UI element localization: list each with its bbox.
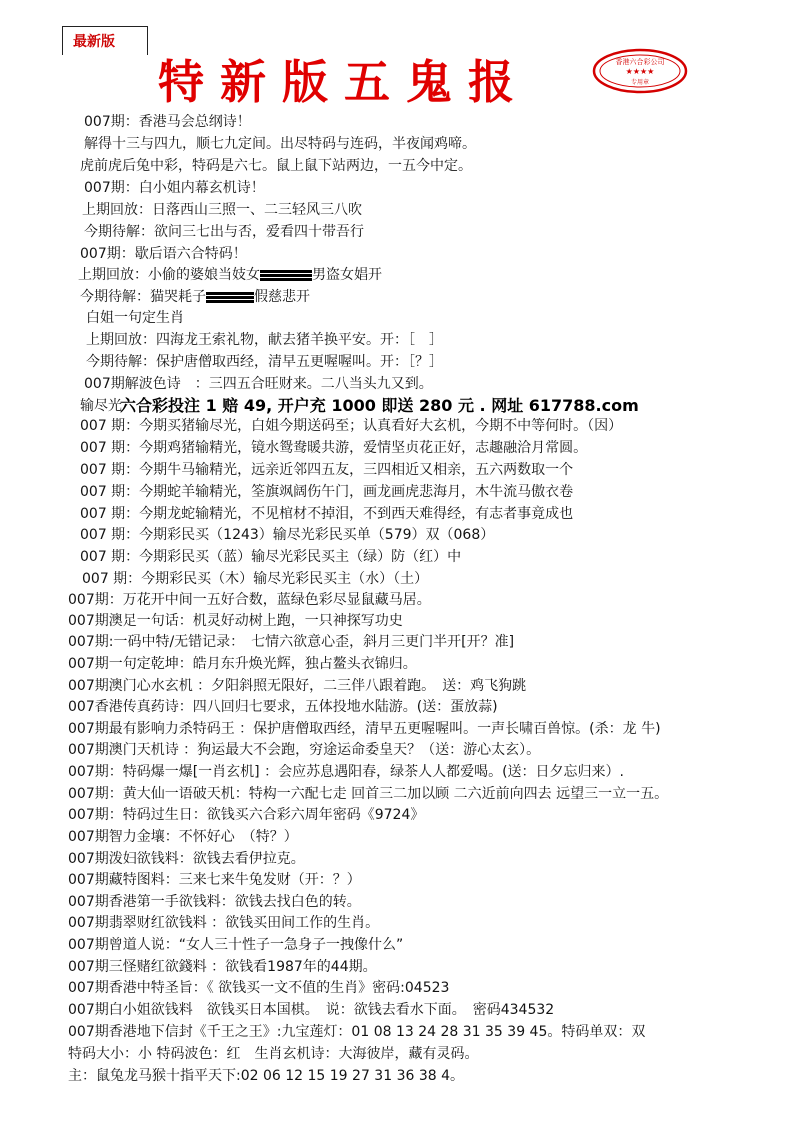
text-line: 007期澳门天机诗 ：狗运最大不会跑，穷途运命委皇天？（送：游心太玄）。 — [68, 742, 541, 758]
triple-bar-icon — [260, 269, 312, 282]
page-title: 特新版五鬼报 — [158, 55, 530, 109]
triple-bar-icon — [206, 291, 254, 304]
text-line: 007期三怪赌红欲錢料 ：欲钱看1987年的44期。 — [68, 959, 377, 975]
text-line: 007期翡翠财红欲钱料 ：欲钱买田间工作的生肖。 — [68, 915, 380, 931]
text-line: 007期香港中特圣旨：《 欲钱买一文不值的生肖》密码:04523 — [68, 980, 450, 996]
text-line: 007期藏特图料：三来七来牛兔发财（开：？） — [68, 872, 361, 888]
text-line: 007期:一码中特/无错记录： 七情六欲意心歪，斜月三更门半开[开？准] — [68, 634, 515, 650]
text-line: 007期：特码过生日：欲钱买六合彩六周年密码《9724》 — [68, 807, 425, 823]
text-line: 今期待解：欲问三七出与否，爱看四十带吾行 — [84, 224, 364, 240]
text-fragment: 上期回放：小偷的婆娘当妓女 — [78, 267, 260, 283]
text-line: 007 期：今期鸡猪输精光，镜水鸳鸯暖共游，爱情坚贞花正好，志趣融洽月常圆。 — [80, 440, 588, 456]
text-line: 007 期：今期彩民买（蓝）输尽光彩民买主（绿）防（红）中 — [80, 549, 462, 565]
text-line: 007期：黄大仙一语破天机：特构一六配七走 回首三二加以顾 二六近前向四去 远望三一立一五。 — [68, 786, 669, 802]
text-line: 007期：白小姐内幕玄机诗！ — [84, 180, 265, 196]
text-line: 特码大小：小 特码波色：红 生肖玄机诗：大海彼岸，藏有灵码。 — [68, 1046, 479, 1062]
text-fragment: 假慈悲开 — [254, 289, 310, 305]
text-line: 007期最有影响力杀特码王 ：保护唐僧取西经，清早五更喔喔叫。一声长啸百兽惊。(杀：龙 牛) — [68, 721, 661, 737]
text-line: 上期回放：四海龙王索礼物，献去猪羊换平安。开：［ ］ — [86, 332, 443, 348]
text-line: 白姐一句定生肖 — [86, 310, 184, 326]
text-line: 007 期：今期彩民买（1243）输尽光彩民买单（579）双（068） — [80, 527, 495, 543]
text-line: 007 期：今期买猪输尽光，白姐今期送码至；认真看好大玄机，今期不中等何时。（因） — [80, 418, 623, 434]
text-line: 007期泼妇欲钱料：欲钱去看伊拉克。 — [68, 851, 305, 867]
text-line: 虎前虎后兔中彩，特码是六七。鼠上鼠下站两边，一五今中定。 — [80, 158, 472, 174]
text-line: 007期：万花开中间一五好合数，蓝绿色彩尽显鼠藏马居。 — [68, 592, 431, 608]
text-fragment: 今期待解：猫哭耗子 — [80, 289, 206, 305]
svg-text:香港六合彩公司: 香港六合彩公司 — [615, 58, 665, 66]
text-line: 007期澳门心水玄机 ：夕阳斜照无限好，二三伴八跟着跑。 送：鸡飞狗跳 — [68, 678, 527, 694]
text-line: 007期香港第一手欲钱料：欲钱去找白色的转。 — [68, 894, 361, 910]
text-line: 007期曾道人说：“女人三十性子一急身子一拽像什么” — [68, 937, 404, 953]
svg-text:专用章: 专用章 — [630, 79, 650, 86]
text-line: 007 期：今期牛马输精光，远亲近邻四五友，三四相近又相亲，五六两数取一个 — [80, 462, 574, 478]
text-line: 007期：香港马会总纲诗！ — [84, 114, 251, 130]
text-line — [78, 266, 382, 284]
text-line: 007期：特码爆一爆[一肖玄机] ：会应苏息遇阳春，绿茶人人都爱喝。(送：日夕忘归来）. — [68, 764, 625, 780]
text-line — [80, 288, 310, 306]
text-line: 007香港传真药诗：四八回归七要求，五体投地水陆游。(送：蛋放蒜) — [68, 699, 498, 715]
text-line: 007期澳足一句话：机灵好动树上跑，一只神探写功史 — [68, 613, 403, 629]
text-fragment: 男盗女娼开 — [312, 267, 382, 283]
edition-badge-label: 最新版 — [73, 34, 115, 50]
highlight-banner: 六合彩投注 1 赔 49, 开户充 1000 即送 280 元 . 网址 617788.com — [120, 396, 639, 415]
text-line: 007期白小姐欲钱料 欲钱买日本国棋。 说：欲钱去看水下面。 密码434532 — [68, 1002, 555, 1018]
text-line: 今期待解：保护唐僧取西经，清早五更喔喔叫。开：［？］ — [86, 354, 443, 370]
text-line: 007 期：今期蛇羊输精光，筌旗飒阔伤午门，画龙画虎悲海月，木牛流马傲衣卷 — [80, 484, 574, 500]
text-line: 解得十三与四九，顺七九定间。出尽特码与连码，半夜闻鸡啼。 — [84, 136, 476, 152]
text-line: 007期智力金壤：不怀好心 （特？） — [68, 829, 298, 845]
text-line: 007期香港地下信封《千王之王》:九宝莲灯：01 08 13 24 28 31 35 39 45。特码单双：双 — [68, 1024, 646, 1040]
text-line: 007期一句定乾坤：皓月东升焕光辉，独占鳌头衣锦归。 — [68, 656, 417, 672]
text-line: 007 期：今期龙蛇输精光，不见棺材不掉泪，不到西天难得经，有志者事竟成也 — [80, 506, 574, 522]
text-line: 007期解波色诗 ：三四五合旺财来。二八当头九又到。 — [84, 376, 433, 392]
svg-text:★★★★: ★★★★ — [625, 67, 655, 76]
text-line: 007期：歇后语六合特码！ — [80, 246, 247, 262]
highlight-label: 输尽光 — [80, 398, 122, 414]
text-line: 007 期：今期彩民买（木）输尽光彩民买主（水）（土） — [82, 571, 429, 587]
text-line: 主：鼠兔龙马猴十指平天下:02 06 12 15 19 27 31 36 38 4。 — [68, 1068, 465, 1084]
text-line: 上期回放：日落西山三照一、二三轻风三八吹 — [82, 202, 362, 218]
